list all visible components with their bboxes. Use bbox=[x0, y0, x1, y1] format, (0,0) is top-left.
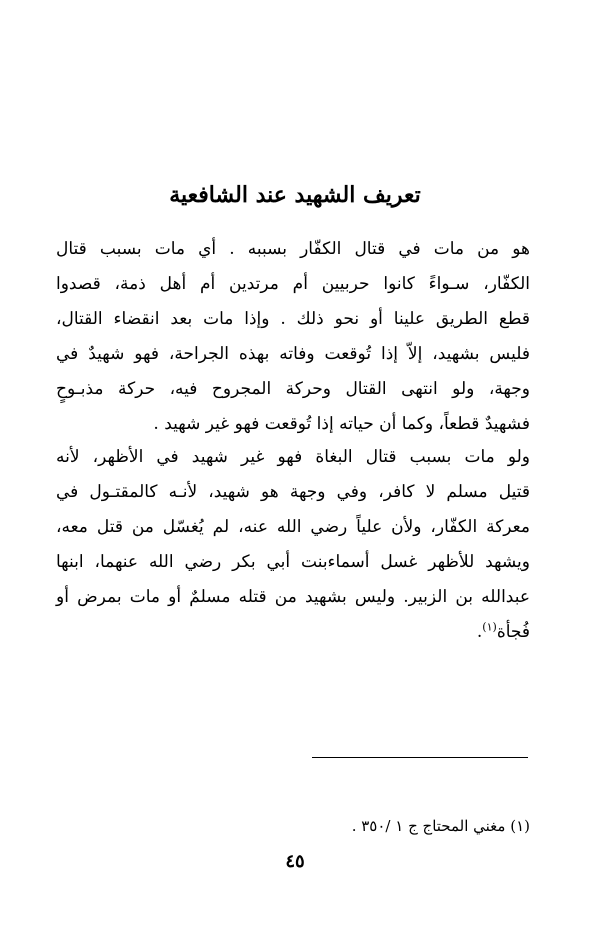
paragraph-1-line: وجهة، ولو انتهى القتال وحركة المجروح فيه، حركة مذبـوحٍ bbox=[56, 379, 530, 399]
page-number: ٤٥ bbox=[285, 851, 305, 872]
paragraph-1-line: فليس بشهيد، إلاّ إذا تُوقعت وفاته بهذه الجراحة، فهو شهيدٌ في bbox=[56, 344, 530, 364]
paragraph-2-line: ويشهد للأظهر غسل أسماءبنت أبي بكر رضي الله عنهما، ابنها bbox=[56, 552, 530, 572]
footnote-marker: (١) bbox=[482, 620, 497, 634]
last-line-text: فُجأة bbox=[496, 622, 530, 642]
paragraph-1-line: هو من مات في قتال الكفّار بسببه . أي مات بسبب قتال bbox=[56, 239, 530, 259]
page-title: تعريف الشهيد عند الشافعية bbox=[169, 182, 421, 208]
paragraph-2-line: قتيل مسلم لا كافر، وفي وجهة هو شهيد، لأنـه كالمقتـول في bbox=[56, 482, 530, 502]
last-line-period: . bbox=[476, 622, 483, 642]
paragraph-2 bbox=[56, 440, 530, 650]
paragraph-1-line: قطع الطريق علينا أو نحو ذلك . وإذا مات بعد انقضاء القتال، bbox=[56, 309, 530, 329]
paragraph-2-line: معركة الكفّار، ولأن علياً رضي الله عنه، لم يُغسّل من قتل معه، bbox=[56, 517, 530, 537]
paragraph-2-line: ولو مات بسبب قتال البغاة فهو غير شهيد في الأظهر، لأنه bbox=[56, 447, 530, 467]
paragraph-2-last-line bbox=[56, 615, 530, 650]
paragraph-2-line: عبدالله بن الزبير. وليس بشهيد من قتله مسلمٌ أو مات بمرض أو bbox=[56, 587, 530, 607]
paragraph-1-line: فشهيدٌ قطعاً، وكما أن حياته إذا تُوقعت فهو غير شهيد . bbox=[153, 414, 530, 434]
footnote: (١) مغني المحتاج ج ١ /٣٥٠ . bbox=[351, 817, 530, 835]
footnote-separator bbox=[312, 757, 528, 758]
paragraph-1-line: الكفّار، سـواءً كانوا حربيين أم مرتدين أم أهل ذمة، قصدوا bbox=[56, 274, 530, 294]
paragraph-1 bbox=[56, 232, 530, 442]
